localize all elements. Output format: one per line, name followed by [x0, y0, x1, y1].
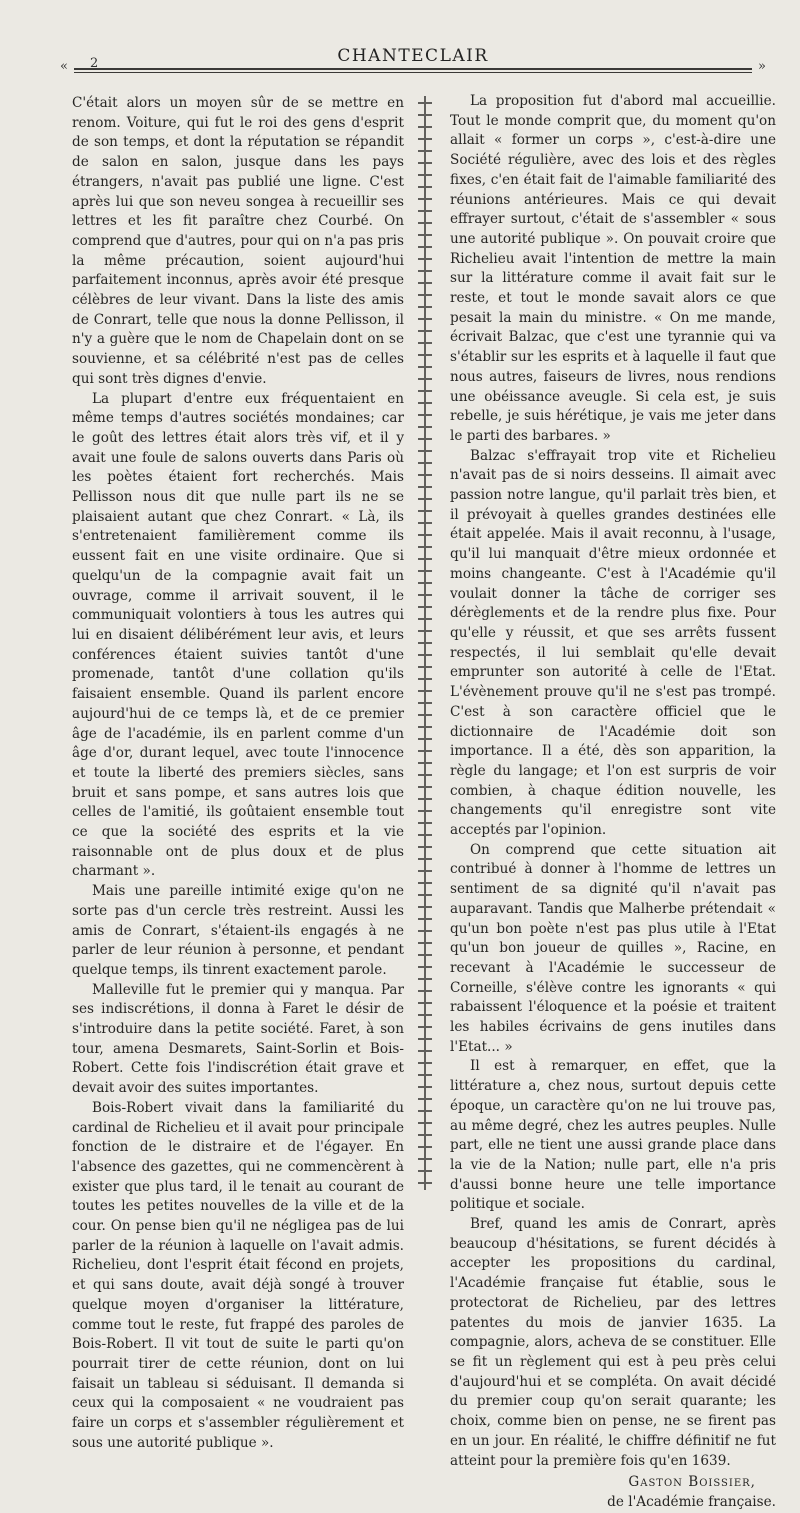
paragraph: Il est à remarquer, en effet, que la littérature a, chez nous, surtout depuis cette époque, un caractère qu'on ne lui trouve pas, au même degré, chez les autres peuples. Nulle part, elle ne tient une aussi grande place dans la vie de la Nation; nulle part, elle n'a pris d'aussi bonne heure une telle importance politique et sociale. [450, 1058, 776, 1213]
journal-title: CHANTECLAIR [337, 46, 489, 66]
ornament-left: « [60, 59, 68, 74]
page-number: 2 [90, 56, 99, 71]
column-divider-ornament [418, 96, 432, 1190]
paragraph: Mais une pareille intimité exige qu'on ne sorte pas d'un cercle très restreint. Aussi les amis de Conrart, s'étaient-ils engagés à ne parler de leur réunion à personne, et pendant quelque temps, ils tinrent exactement parole. [72, 883, 404, 978]
paragraph: C'était alors un moyen sûr de se mettre en renom. Voiture, qui fut le roi des gens d'esprit de son temps, et dont la réputation se répandit de salon en salon, jusque dans les pays étrangers, n'avait pas publié une ligne. C'est après lui que son neveu songea à recueillir ses lettres et les fit paraître chez Courbé. On comprend que d'autres, pour qui on n'a pas pris la même précaution, soient aujourd'hui parfaitement inconnus, après avoir été presque célèbres de leur vivant. Dans la liste des amis de Conrart, telle que nous la donne Pellisson, il n'y a guère que le nom de Chapelain dont on se souvienne, et sa célébrité n'est pas de celles qui sont très dignes d'envie. [72, 95, 404, 387]
paragraph: Bref, quand les amis de Conrart, après beaucoup d'hésitations, se furent décidés à accepter les propositions du cardinal, l'Académie française fut établie, sous le protectorat de Richelieu, par des lettres patentes du mois de janvier 1635. La compagnie, alors, acheva de se constituer. Elle se fit un règlement qui est à peu près celui d'aujourd'hui et se compléta. On avait décidé du premier coup qu'on serait quarante; les choix, comme bien on pense, ne se firent pas en un jour. En réalité, le chiffre définitif ne fut atteint pour la première fois qu'en 1639. [450, 1216, 776, 1469]
paragraph: Balzac s'effrayait trop vite et Richelieu n'avait pas de si noirs desseins. Il aimait avec passion notre langue, qu'il parlait très bien, et il prévoyait à quelles grandes destinées elle était appelée. Mais il avait reconnu, à l'usage, qu'il lui manquait d'être mieux ordonnée et moins changeante. C'est à l'Académie qu'il voulait donner la tâche de corriger ses dérèglements et de la rendre plus fixe. Pour qu'elle y réussit, et que ses arrêts fussent respectés, il lui semblait qu'elle devait emprunter son autorité à celle de l'Etat. L'évènement prouve qu'il ne s'est pas trompé. C'est à son caractère officiel que le dictionnaire de l'Académie doit son importance. Il a été, dès son apparition, la règle du langage; et l'on est surpris de voir combien, à chaque édition nouvelle, les changements qu'il enregistre sont vite acceptés par l'opinion. [450, 447, 776, 839]
right-column [450, 92, 776, 1513]
author-signature: Gaston Boissier, [628, 1474, 756, 1491]
paragraph: La proposition fut d'abord mal accueillie. Tout le monde comprit que, du moment qu'on allait « former un corps », c'est-à-dire une Société régulière, avec des lois et des règles fixes, c'en était fait de l'aimable familiarité des réunions antérieures. Mais ce qui devait effrayer surtout, c'était de s'assembler « sous une autorité publique ». On pouvait croire que Richelieu avait l'intention de mettre la main sur la littérature comme il avait fait sur le reste, et tout le monde savait alors ce que pesait la main du ministre. « On me mande, écrivait Balzac, que c'est une tyrannie qui va s'établir sur les esprits et à laquelle il faut que nous autres, faiseurs de livres, nous rendions une obéissance aveugle. Si cela est, je suis rebelle, je suis hérétique, je vais me jeter dans le parti des barbares. » [450, 93, 776, 444]
paragraph: On comprend que cette situation ait contribué à donner à l'homme de lettres un sentiment de sa dignité qu'il n'avait pas auparavant. Tandis que Malherbe prétendait « qu'un bon poète n'est pas plus utile à l'Etat qu'un bon joueur de quilles », Racine, en recevant à l'Académie le successeur de Corneille, s'élève contre les ignorants « qui rabaissent l'éloquence et la poésie et traitent les habiles écrivains de gens inutiles dans l'Etat... » [450, 841, 776, 1055]
ornament-right: » [758, 59, 766, 74]
paragraph: Malleville fut le premier qui y manqua. Par ses indiscrétions, il donna à Faret le désir de s'introduire dans la petite société. Faret, à son tour, amena Desmarets, Saint-Sorlin et Bois-Robert. Cette fois l'indiscrétion était grave et devait avoir des suites importantes. [72, 981, 404, 1097]
page-header [62, 44, 764, 80]
author-affiliation: de l'Académie française. [607, 1493, 776, 1510]
paragraph: La plupart d'entre eux fréquentaient en même temps d'autres sociétés mondaines; car le goût des lettres était alors très vif, et il y avait une foule de salons ouverts dans Paris où les poètes étaient fort recherchés. Mais Pellisson nous dit que nulle part ils ne se plaisaient autant que chez Conrart. « Là, ils s'entretenaient familièrement comme ils eussent fait en une visite ordinaire. Que si quelqu'un de la compagnie avait fait un ouvrage, comme il arrivait souvent, il le communiquait volontiers à tous les autres qui lui en disaient délibérément leur avis, et leurs conférences étaient suivies tantôt d'une promenade, tantôt d'une collation qu'ils faisaient ensemble. Quand ils parlent encore aujourd'hui de ce temps là, et de ce premier âge de l'académie, ils en parlent comme d'un âge d'or, durant lequel, avec toute l'innocence et toute la liberté des premiers siècles, sans bruit et sans pompe, et sans autres lois que celles de l'amitié, ils goûtaient ensemble tout ce que la société des esprits et la vie raisonnable ont de plus doux et de plus charmant ». [72, 390, 404, 880]
left-column [72, 94, 404, 1454]
paragraph: Bois-Robert vivait dans la familiarité du cardinal de Richelieu et il avait pour principale fonction de le distraire et de l'égayer. En l'absence des gazettes, qui ne commencèrent à exister que plus tard, il le tenait au courant de toutes les petites nouvelles de la ville et de la cour. On pense bien qu'il ne négligea pas de lui parler de la réunion à laquelle on l'avait admis. Richelieu, dont l'esprit était fécond en projets, et qui sans doute, avait déjà songé à trouver quelque moyen d'organiser la littérature, comme tout le reste, fut frappé des paroles de Bois-Robert. Il vit tout de suite le parti qu'on pourrait tirer de cette réunion, dont on lui faisait un tableau si séduisant. Il demanda si ceux qui la composaient « ne voudraient pas faire un corps et s'assembler régulièrement et sous une autorité publique ». [72, 1099, 404, 1451]
header-rule [74, 68, 752, 73]
